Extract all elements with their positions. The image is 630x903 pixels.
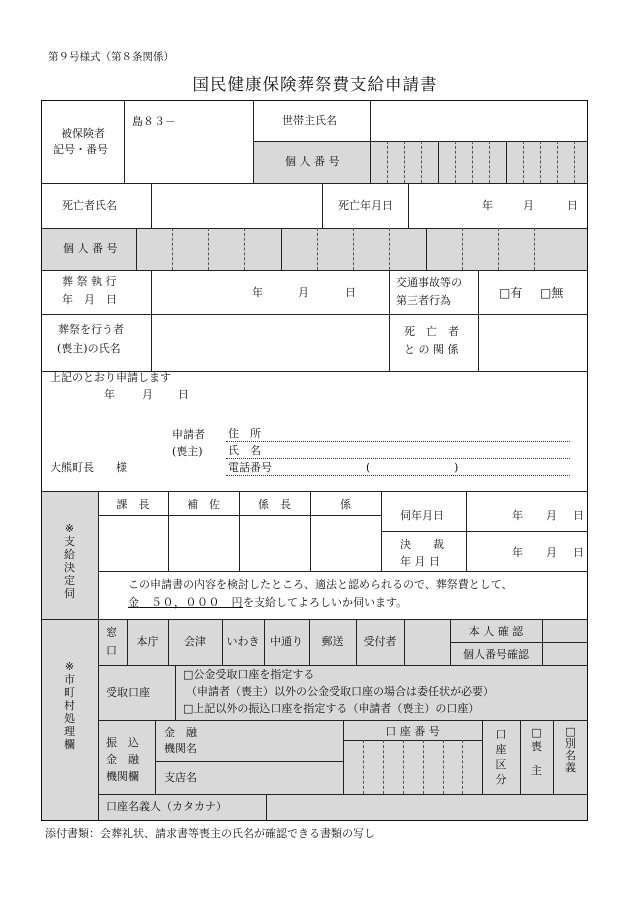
window-iwaki: いわき [226,635,260,648]
death-date-month: 月 [523,199,534,212]
bank-name-label-line2: 機関名 [164,742,197,755]
window-mail: 郵送 [321,635,344,648]
decision-amount: 金 ５０，０００ 円 [128,596,243,609]
account-holder-label: 口座名義人（カタカナ） [106,800,227,813]
form-title: 国民健康保険葬祭費支給申請書 [192,75,438,94]
other-name-account-option[interactable]: □ 別 名 義 [565,725,576,774]
approver-unit-chief: 係 長 [258,498,291,511]
death-date-label: 死亡年月日 [338,199,393,212]
third-party-label-line2: 第三者行為 [396,294,451,307]
address-input-line[interactable] [226,441,570,442]
funeral-date-label-line2: 年 月 日 [62,293,117,306]
third-party-yes-checkbox[interactable]: □有 [499,286,523,300]
phone-open-paren: ( [366,461,371,474]
inquiry-date-day: 日 [573,509,584,522]
addressee: 大熊町長 様 [50,461,127,474]
bank-name-label-line1: 金 融 [164,726,197,739]
account-type-label: 口 座 区 分 [495,728,507,786]
insured-label-line1: 被保険者 [61,127,105,140]
funeral-date-month: 月 [298,286,309,299]
third-party-label-line1: 交通事故等の [396,276,462,289]
approval-date-month: 月 [546,546,557,559]
attachments-note: 添付書類：会葬礼状、請求書等喪主の氏名が確認できる書類の写し [45,827,375,840]
insured-personal-number-label: 個 人 番 号 [285,155,340,168]
mourner-label-line1: 葬祭を行う者 [58,323,124,336]
name-input-line[interactable] [226,458,570,459]
deceased-personal-number-label: 個 人 番 号 [63,242,118,255]
funeral-date-label-line1: 葬 祭 執 行 [62,275,117,288]
application-statement: 上記のとおり申請します [50,371,171,384]
window-label-char1: 窓 [106,626,117,639]
phone-label: 電話番号 [228,461,272,474]
death-date-year: 年 [482,199,493,212]
decision-text-line1: この申請書の内容を検討したところ、適法と認められるので、葬祭費として、 [128,578,513,591]
household-head-label: 世帯主氏名 [282,114,337,127]
applicant-mourner-label: (喪主) [172,445,203,458]
approval-date-label-line2: 年 月 日 [400,555,440,568]
approval-date-label-line1: 決 裁 [400,538,444,551]
office-side-label: ※ 市 町 村 処 理 欄 [64,660,75,751]
approver-deputy: 補 佐 [187,498,220,511]
funeral-date-year: 年 [252,286,263,299]
applicant-label: 申請者 [172,428,205,441]
funeral-date-day: 日 [345,286,356,299]
mourner-account-option[interactable]: □ 喪 主 [531,726,542,777]
personal-number-check-label: 個人番号確認 [463,648,529,661]
identity-check-label: 本 人 確 認 [468,625,524,638]
name-label: 氏 名 [228,444,261,457]
approver-section-chief: 課 長 [116,498,150,511]
account-number-label: 口 座 番 号 [385,725,440,738]
window-nakadori: 中通り [270,635,303,648]
phone-input-line[interactable] [226,475,570,476]
form-number: 第９号様式（第８条関係） [48,51,174,63]
relation-label-line1: 死 亡 者 [404,325,459,338]
other-account-option[interactable]: □上記以外の振込口座を指定する（申請者（喪主）の口座） [183,702,480,715]
window-main-office: 本庁 [136,635,159,648]
window-label-char2: 口 [106,644,117,657]
decision-side-label: ※ 支 給 決 定 伺 [64,522,75,600]
approval-date-day: 日 [573,546,584,559]
branch-name-label: 支店名 [164,771,197,784]
mourner-label-line2: (喪主)の氏名 [57,342,121,355]
insured-number-value[interactable]: 島８３－ [132,115,176,128]
approver-staff: 係 [340,498,351,511]
application-date-month: 月 [142,388,153,401]
address-label: 住 所 [228,427,261,440]
window-receiver: 受付者 [363,635,397,648]
third-party-no-checkbox[interactable]: □無 [540,286,564,300]
receiving-account-label: 受取口座 [106,686,150,699]
application-date-year: 年 [104,388,115,401]
bank-section-label: 振 込 金 融 機関欄 [106,736,139,783]
inquiry-date-label: 伺年月日 [400,509,444,522]
phone-close-paren: ) [454,461,459,474]
public-account-option[interactable]: □公金受取口座を指定する [183,668,315,681]
inquiry-date-year: 年 [512,509,523,522]
window-aizu: 会津 [184,635,206,648]
application-date-day: 日 [178,388,189,401]
approval-date-year: 年 [512,546,523,559]
relation-label-line2: と の 関 係 [404,343,459,356]
decision-text-line2: 金 ５０，０００ 円を支給してよろしいか伺います。 [128,596,408,609]
insured-label-line2: 記号・番号 [53,143,108,156]
deceased-name-label: 死亡者氏名 [62,199,117,212]
inquiry-date-month: 月 [546,509,557,522]
public-account-note: （申請者（喪主）以外の公金受取口座の場合は委任状が必要） [186,685,494,698]
death-date-day: 日 [567,199,578,212]
